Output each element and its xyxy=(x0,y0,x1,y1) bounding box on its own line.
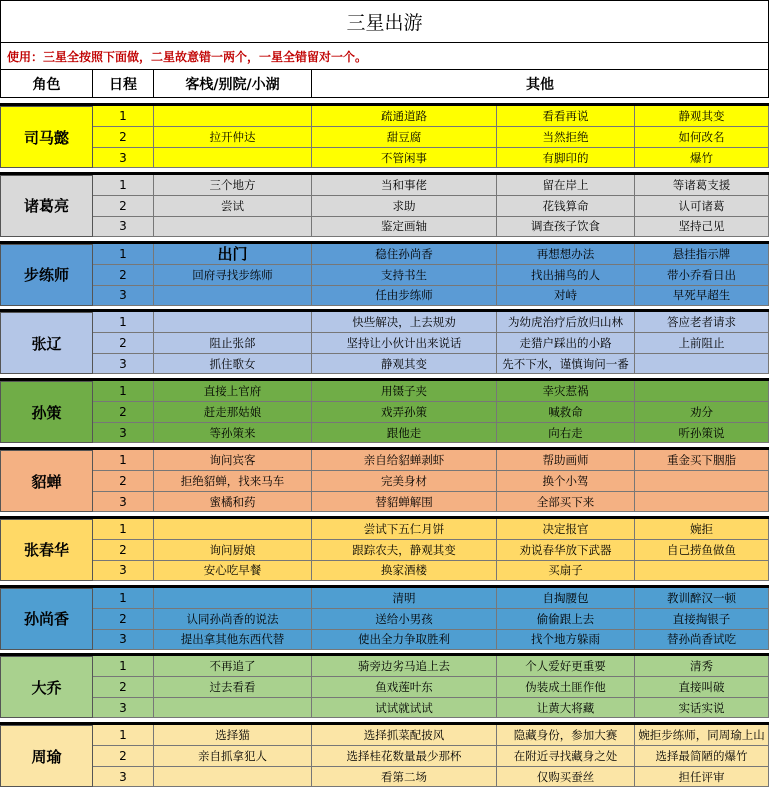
other-cell-2: 买扇子 xyxy=(497,561,635,581)
other-cell-3: 婉拒步练师，同周瑜上山 xyxy=(635,725,769,746)
inn-cell: 提出拿其他东西代替 xyxy=(154,630,312,650)
other-cell-3 xyxy=(635,471,769,492)
inn-cell xyxy=(154,286,312,306)
other-cell-3: 早死早超生 xyxy=(635,286,769,306)
day-cell: 1 xyxy=(93,381,154,402)
inn-cell: 过去看看 xyxy=(154,677,312,698)
other-cell-2: 让黄大将藏 xyxy=(497,698,635,718)
day-cell: 2 xyxy=(93,677,154,698)
other-cell-2: 伪装成土匪作他 xyxy=(497,677,635,698)
other-cell-1: 甜豆腐 xyxy=(312,127,497,148)
other-cell-1: 求助 xyxy=(312,196,497,217)
other-cell-2: 当然拒绝 xyxy=(497,127,635,148)
day-cell: 3 xyxy=(93,423,154,443)
header-inn: 客栈/别院/小湖 xyxy=(153,69,312,98)
other-cell-1: 戏弄孙策 xyxy=(312,402,497,423)
other-cell-3: 静观其变 xyxy=(635,106,769,127)
other-cell-1: 不管闲事 xyxy=(312,148,497,168)
day-cell: 1 xyxy=(93,656,154,677)
day-cell: 2 xyxy=(93,540,154,561)
inn-cell xyxy=(154,148,312,168)
other-cell-1: 看第二场 xyxy=(312,767,497,787)
other-cell-1: 跟他走 xyxy=(312,423,497,443)
other-cell-1: 静观其变 xyxy=(312,354,497,374)
day-cell: 3 xyxy=(93,492,154,512)
inn-cell: 安心吃早餐 xyxy=(154,561,312,581)
day-cell: 2 xyxy=(93,471,154,492)
day-cell: 2 xyxy=(93,402,154,423)
other-cell-3: 坚持己见 xyxy=(635,217,769,237)
role-group xyxy=(0,450,769,512)
inn-cell: 抓住歌女 xyxy=(154,354,312,374)
role-name: 孙尚香 xyxy=(0,588,93,650)
other-cell-2: 调查孩子饮食 xyxy=(497,217,635,237)
day-cell: 3 xyxy=(93,767,154,787)
other-cell-1: 试试就试试 xyxy=(312,698,497,718)
other-cell-3: 直接叫破 xyxy=(635,677,769,698)
inn-cell xyxy=(154,312,312,333)
role-group xyxy=(0,244,769,306)
day-cell: 1 xyxy=(93,588,154,609)
other-cell-2: 仅购买蚕丝 xyxy=(497,767,635,787)
role-group xyxy=(0,175,769,237)
role-group xyxy=(0,725,769,787)
usage-instruction: 使用：三星全按照下面做，二星故意错一两个，一星全错留对一个。 xyxy=(0,43,769,69)
other-cell-3 xyxy=(635,354,769,374)
other-cell-1: 坚持让小伙计出来说话 xyxy=(312,333,497,354)
other-cell-2: 喊救命 xyxy=(497,402,635,423)
other-cell-2: 对峙 xyxy=(497,286,635,306)
other-cell-2: 偷偷跟上去 xyxy=(497,609,635,630)
role-name: 大乔 xyxy=(0,656,93,718)
inn-cell: 阻止张郃 xyxy=(154,333,312,354)
other-cell-3: 自己捞鱼做鱼 xyxy=(635,540,769,561)
other-cell-2: 隐藏身份，参加大赛 xyxy=(497,725,635,746)
other-cell-2: 为幼虎治疗后放归山林 xyxy=(497,312,635,333)
inn-cell: 直接上官府 xyxy=(154,381,312,402)
role-name: 周瑜 xyxy=(0,725,93,787)
other-cell-1: 亲自给貂蝉剥虾 xyxy=(312,450,497,471)
other-cell-1: 完美身材 xyxy=(312,471,497,492)
other-cell-3 xyxy=(635,492,769,512)
role-group xyxy=(0,588,769,650)
other-cell-2: 找出捕鸟的人 xyxy=(497,265,635,286)
day-cell: 2 xyxy=(93,746,154,767)
inn-cell xyxy=(154,217,312,237)
other-cell-3: 带小乔看日出 xyxy=(635,265,769,286)
other-cell-1: 任由步练师 xyxy=(312,286,497,306)
other-cell-1: 替貂蝉解围 xyxy=(312,492,497,512)
inn-cell: 尝试 xyxy=(154,196,312,217)
other-cell-3 xyxy=(635,561,769,581)
inn-cell: 不再追了 xyxy=(154,656,312,677)
role-name: 步练师 xyxy=(0,244,93,306)
other-cell-3: 重金买下胭脂 xyxy=(635,450,769,471)
day-cell: 3 xyxy=(93,354,154,374)
day-cell: 1 xyxy=(93,725,154,746)
other-cell-1: 快些解决，上去规劝 xyxy=(312,312,497,333)
inn-cell: 出门 xyxy=(154,244,312,265)
inn-cell: 回府寻找步练师 xyxy=(154,265,312,286)
other-cell-1: 疏通道路 xyxy=(312,106,497,127)
inn-cell xyxy=(154,588,312,609)
other-cell-1: 跟踪农夫，静观其变 xyxy=(312,540,497,561)
day-cell: 3 xyxy=(93,698,154,718)
other-cell-2: 先不下水，谨慎询问一番 xyxy=(497,354,635,374)
role-name: 孙策 xyxy=(0,381,93,443)
inn-cell: 选择猫 xyxy=(154,725,312,746)
day-cell: 2 xyxy=(93,333,154,354)
other-cell-1: 鱼戏莲叶东 xyxy=(312,677,497,698)
other-cell-3: 实话实说 xyxy=(635,698,769,718)
other-cell-3: 婉拒 xyxy=(635,519,769,540)
day-cell: 2 xyxy=(93,127,154,148)
other-cell-1: 清明 xyxy=(312,588,497,609)
other-cell-3: 替孙尚香试吃 xyxy=(635,630,769,650)
day-cell: 3 xyxy=(93,217,154,237)
role-group xyxy=(0,312,769,374)
other-cell-3: 担任评审 xyxy=(635,767,769,787)
other-cell-3: 选择最简陋的爆竹 xyxy=(635,746,769,767)
inn-cell: 询问宾客 xyxy=(154,450,312,471)
day-cell: 3 xyxy=(93,561,154,581)
inn-cell: 亲自抓拿犯人 xyxy=(154,746,312,767)
inn-cell: 拒绝貂蝉，找来马车 xyxy=(154,471,312,492)
role-group xyxy=(0,656,769,718)
inn-cell: 等孙策来 xyxy=(154,423,312,443)
other-cell-2: 在附近寻找藏身之处 xyxy=(497,746,635,767)
other-cell-3 xyxy=(635,381,769,402)
inn-cell xyxy=(154,698,312,718)
other-cell-2: 看看再说 xyxy=(497,106,635,127)
role-name: 貂蝉 xyxy=(0,450,93,512)
sheet-title: 三星出游 xyxy=(0,0,769,43)
role-group xyxy=(0,381,769,443)
other-cell-1: 骑旁边劣马追上去 xyxy=(312,656,497,677)
other-cell-1: 当和事佬 xyxy=(312,175,497,196)
other-cell-1: 支持书生 xyxy=(312,265,497,286)
other-cell-2: 花钱算命 xyxy=(497,196,635,217)
other-cell-3: 悬挂指示牌 xyxy=(635,244,769,265)
header-role: 角色 xyxy=(0,69,93,98)
other-cell-3: 认可诸葛 xyxy=(635,196,769,217)
inn-cell: 蜜橘和药 xyxy=(154,492,312,512)
role-name: 张辽 xyxy=(0,312,93,374)
other-cell-3: 爆竹 xyxy=(635,148,769,168)
day-cell: 1 xyxy=(93,519,154,540)
other-cell-3: 直接掏银子 xyxy=(635,609,769,630)
inn-cell: 三个地方 xyxy=(154,175,312,196)
other-cell-3: 如何改名 xyxy=(635,127,769,148)
other-cell-3: 听孙策说 xyxy=(635,423,769,443)
day-cell: 1 xyxy=(93,106,154,127)
other-cell-2: 向右走 xyxy=(497,423,635,443)
other-cell-3: 教训醉汉一顿 xyxy=(635,588,769,609)
other-cell-1: 选择桂花数量最少那杯 xyxy=(312,746,497,767)
other-cell-2: 找个地方躲雨 xyxy=(497,630,635,650)
inn-cell: 拉开仲达 xyxy=(154,127,312,148)
role-name: 张春华 xyxy=(0,519,93,581)
other-cell-3: 等诸葛支援 xyxy=(635,175,769,196)
role-name: 诸葛亮 xyxy=(0,175,93,237)
other-cell-3: 上前阻止 xyxy=(635,333,769,354)
other-cell-2: 有脚印的 xyxy=(497,148,635,168)
inn-cell: 认同孙尚香的说法 xyxy=(154,609,312,630)
other-cell-1: 选择抓菜配披风 xyxy=(312,725,497,746)
day-cell: 3 xyxy=(93,148,154,168)
other-cell-2: 个人爱好更重要 xyxy=(497,656,635,677)
other-cell-1: 用镊子夹 xyxy=(312,381,497,402)
inn-cell xyxy=(154,106,312,127)
inn-cell xyxy=(154,767,312,787)
day-cell: 1 xyxy=(93,175,154,196)
other-cell-2: 全部买下来 xyxy=(497,492,635,512)
other-cell-2: 留在岸上 xyxy=(497,175,635,196)
other-cell-2: 自掏腰包 xyxy=(497,588,635,609)
day-cell: 3 xyxy=(93,286,154,306)
other-cell-1: 鉴定画轴 xyxy=(312,217,497,237)
day-cell: 2 xyxy=(93,265,154,286)
inn-cell xyxy=(154,519,312,540)
role-group xyxy=(0,106,769,168)
other-cell-1: 换家酒楼 xyxy=(312,561,497,581)
other-cell-2: 决定报官 xyxy=(497,519,635,540)
day-cell: 3 xyxy=(93,630,154,650)
other-cell-2: 帮助画师 xyxy=(497,450,635,471)
other-cell-1: 送给小男孩 xyxy=(312,609,497,630)
day-cell: 1 xyxy=(93,450,154,471)
other-cell-1: 使出全力争取胜利 xyxy=(312,630,497,650)
other-cell-1: 稳住孙尚香 xyxy=(312,244,497,265)
day-cell: 1 xyxy=(93,312,154,333)
other-cell-3: 答应老者请求 xyxy=(635,312,769,333)
header-day: 日程 xyxy=(92,69,154,98)
other-cell-2: 走猎户踩出的小路 xyxy=(497,333,635,354)
role-group xyxy=(0,519,769,581)
header-other: 其他 xyxy=(311,69,769,98)
day-cell: 2 xyxy=(93,196,154,217)
inn-cell: 询问厨娘 xyxy=(154,540,312,561)
other-cell-3: 清秀 xyxy=(635,656,769,677)
other-cell-3: 劝分 xyxy=(635,402,769,423)
other-cell-1: 尝试下五仁月饼 xyxy=(312,519,497,540)
other-cell-2: 劝说春华放下武器 xyxy=(497,540,635,561)
other-cell-2: 再想想办法 xyxy=(497,244,635,265)
day-cell: 2 xyxy=(93,609,154,630)
day-cell: 1 xyxy=(93,244,154,265)
role-name: 司马懿 xyxy=(0,106,93,168)
other-cell-2: 换个小驾 xyxy=(497,471,635,492)
inn-cell: 赶走那姑娘 xyxy=(154,402,312,423)
other-cell-2: 幸灾惹祸 xyxy=(497,381,635,402)
